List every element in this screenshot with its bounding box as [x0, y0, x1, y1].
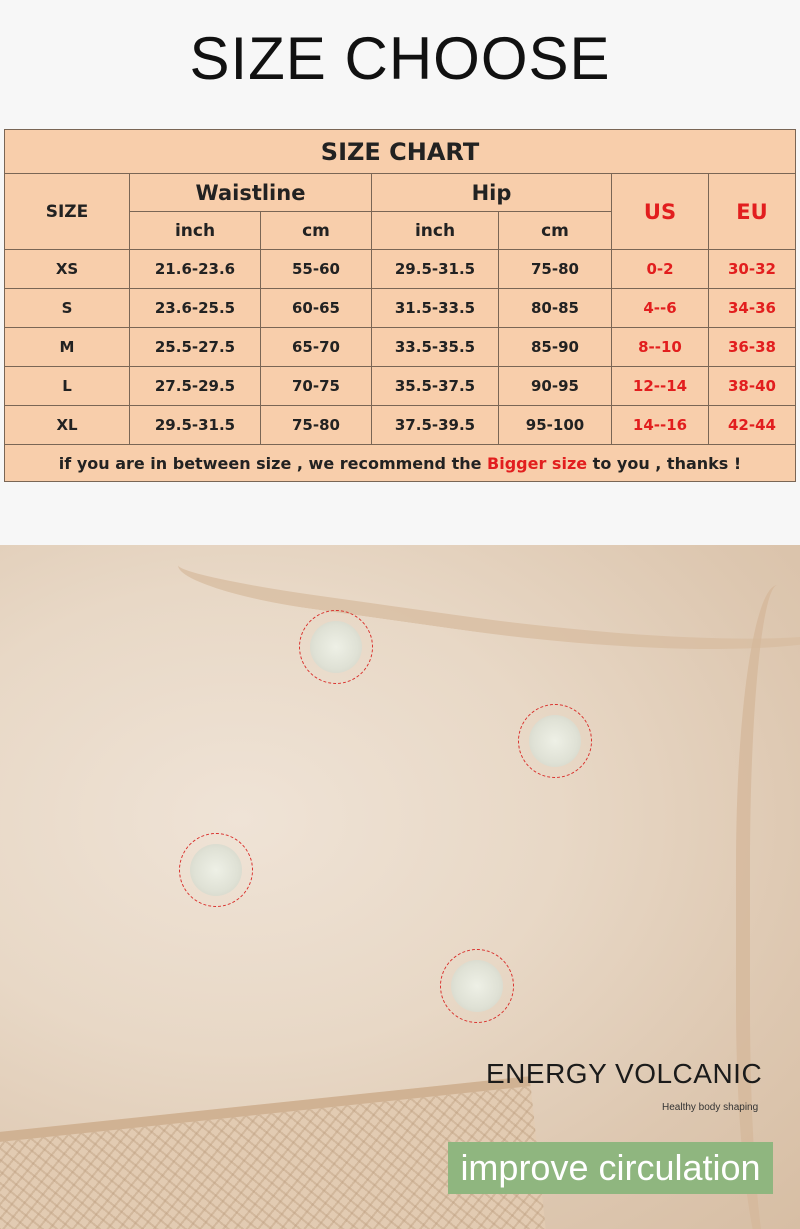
photo-headline: ENERGY VOLCANIC	[486, 1058, 763, 1089]
hip-cm-header: cm	[499, 212, 612, 250]
hip-inch-cell: 37.5-39.5	[372, 406, 499, 445]
waist-inch-header: inch	[130, 212, 261, 250]
eu-cell: 30-32	[709, 250, 796, 289]
volcanic-dot-icon	[179, 833, 253, 907]
fabric-seam	[175, 545, 800, 687]
hip-header: Hip	[372, 174, 612, 212]
size-recommendation-note	[5, 445, 796, 482]
size-cell: XS	[5, 250, 130, 289]
waist-cm-header: cm	[261, 212, 372, 250]
size-chart-table	[4, 129, 796, 482]
table-row	[5, 367, 796, 406]
waist-cm-cell: 75-80	[261, 406, 372, 445]
waist-inch-cell: 27.5-29.5	[130, 367, 261, 406]
table-row	[5, 289, 796, 328]
volcanic-dot-icon	[518, 704, 592, 778]
volcanic-dot-icon	[299, 610, 373, 684]
us-cell: 12--14	[612, 367, 709, 406]
size-cell: S	[5, 289, 130, 328]
us-cell: 4--6	[612, 289, 709, 328]
size-section	[0, 0, 800, 510]
table-row	[5, 406, 796, 445]
size-cell: L	[5, 367, 130, 406]
note-highlight: Bigger size	[487, 453, 588, 473]
us-header: US	[612, 174, 709, 250]
waist-inch-cell: 29.5-31.5	[130, 406, 261, 445]
us-cell: 8--10	[612, 328, 709, 367]
feature-badge: improve circulation	[448, 1142, 773, 1194]
waist-cm-cell: 55-60	[261, 250, 372, 289]
us-cell: 14--16	[612, 406, 709, 445]
size-column-header: SIZE	[5, 174, 130, 250]
hip-cm-cell: 80-85	[499, 289, 612, 328]
waistline-header: Waistline	[130, 174, 372, 212]
us-cell: 0-2	[612, 250, 709, 289]
table-row	[5, 328, 796, 367]
note-text-end: to you , thanks !	[587, 453, 742, 473]
hip-inch-cell: 33.5-35.5	[372, 328, 499, 367]
eu-cell: 42-44	[709, 406, 796, 445]
photo-tagline: Healthy body shaping	[662, 1102, 759, 1113]
hip-cm-cell: 75-80	[499, 250, 612, 289]
hip-cm-cell: 95-100	[499, 406, 612, 445]
product-photo	[0, 545, 800, 1229]
table-row	[5, 250, 796, 289]
waist-inch-cell: 21.6-23.6	[130, 250, 261, 289]
volcanic-dot-icon	[440, 949, 514, 1023]
eu-header: EU	[709, 174, 796, 250]
note-text: if you are in between size , we recommend the	[58, 453, 488, 473]
hip-inch-header: inch	[372, 212, 499, 250]
fabric-seam	[736, 585, 800, 1229]
size-cell: XL	[5, 406, 130, 445]
waist-cm-cell: 70-75	[261, 367, 372, 406]
waist-cm-cell: 65-70	[261, 328, 372, 367]
eu-cell: 36-38	[709, 328, 796, 367]
size-cell: M	[5, 328, 130, 367]
hip-inch-cell: 35.5-37.5	[372, 367, 499, 406]
waist-cm-cell: 60-65	[261, 289, 372, 328]
hip-inch-cell: 29.5-31.5	[372, 250, 499, 289]
hip-inch-cell: 31.5-33.5	[372, 289, 499, 328]
eu-cell: 38-40	[709, 367, 796, 406]
hip-cm-cell: 90-95	[499, 367, 612, 406]
page-title: SIZE CHOOSE	[189, 25, 611, 92]
waist-inch-cell: 25.5-27.5	[130, 328, 261, 367]
size-chart-caption: SIZE CHART	[5, 130, 796, 174]
waist-inch-cell: 23.6-25.5	[130, 289, 261, 328]
eu-cell: 34-36	[709, 289, 796, 328]
hip-cm-cell: 85-90	[499, 328, 612, 367]
